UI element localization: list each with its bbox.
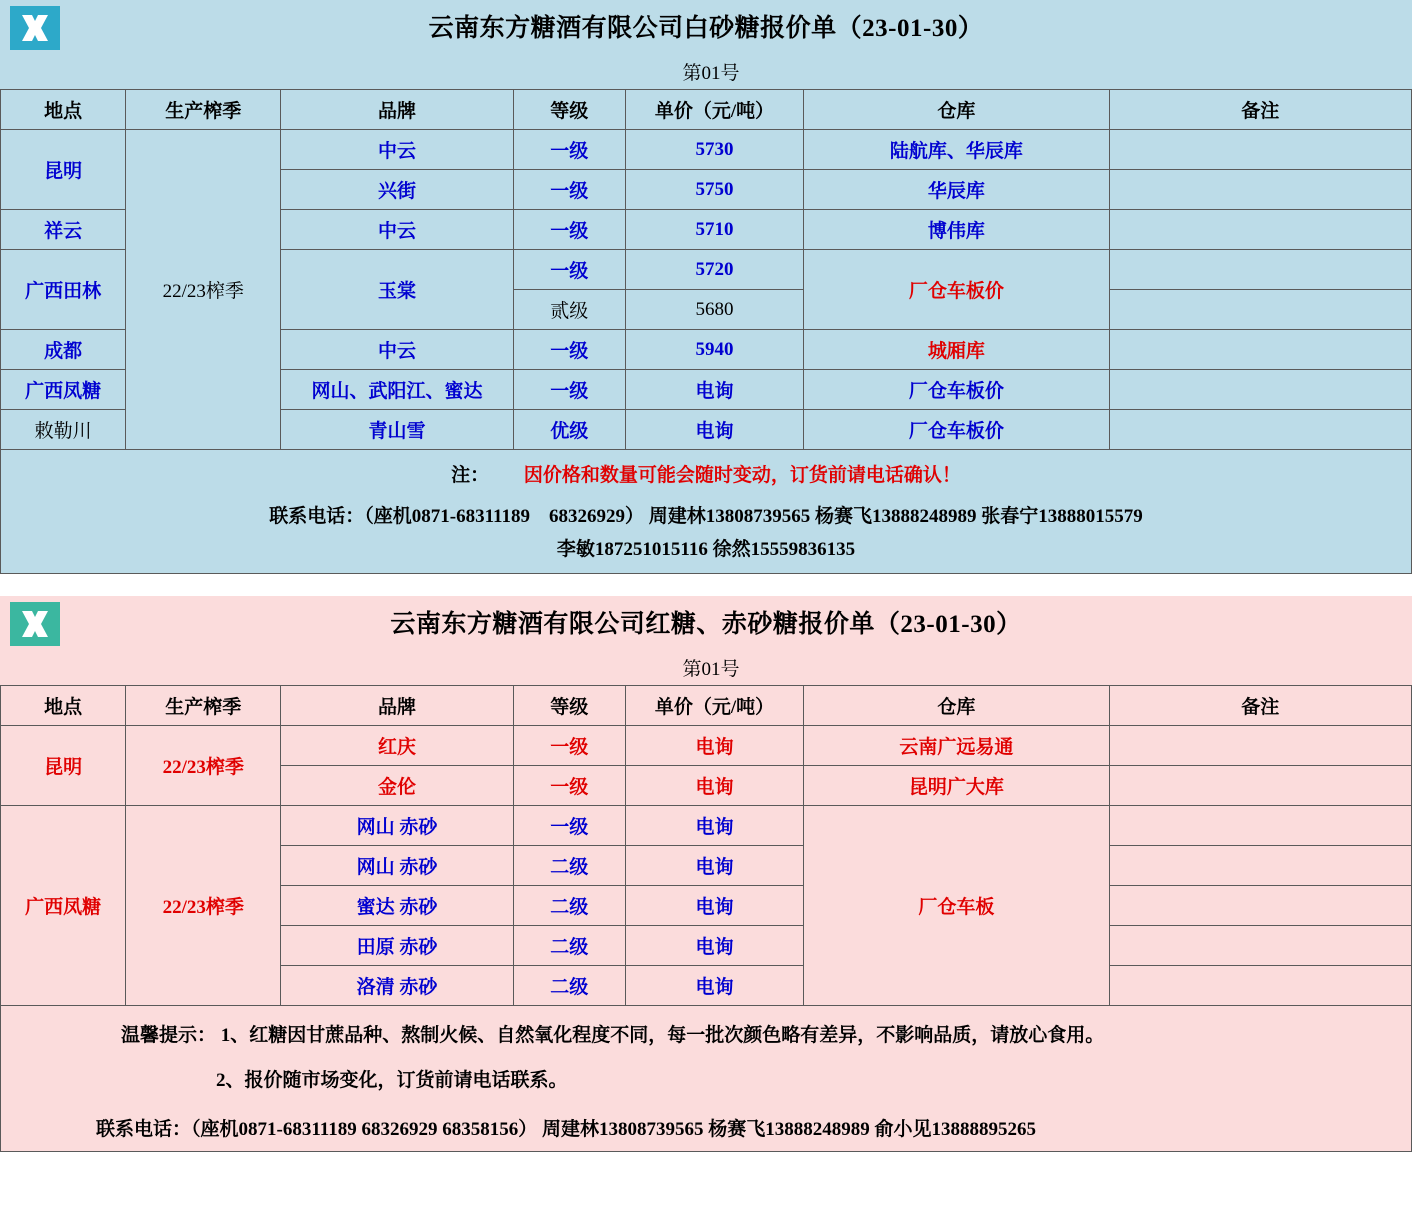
cell-price: 电询 (625, 766, 803, 806)
cell-place: 广西凤糖 (1, 806, 126, 1006)
sheet-divider (0, 574, 1412, 596)
cell-price: 电询 (625, 886, 803, 926)
col-header-warehouse: 仓库 (804, 90, 1109, 130)
table-row (1, 806, 1412, 846)
cell-grade: 二级 (513, 886, 625, 926)
cell-warehouse: 厂仓车板价 (804, 410, 1109, 450)
cell-remark (1109, 170, 1411, 210)
col-header-season: 生产榨季 (126, 686, 281, 726)
col-header-warehouse: 仓库 (804, 686, 1109, 726)
cell-place: 昆明 (1, 130, 126, 210)
cell-grade: 一级 (513, 130, 625, 170)
note-label: 注： (451, 465, 490, 486)
cell-place: 广西田林 (1, 250, 126, 330)
cell-warehouse: 厂仓车板价 (804, 370, 1109, 410)
cell-remark (1109, 330, 1411, 370)
contact-line-1: 联系电话：（座机0871-68311189 68326929 68358156） 周建林13808739565 杨赛飞13888248989 俞小见13888895265 (96, 1119, 1036, 1140)
brown-sugar-quotation-sheet (0, 596, 1412, 1152)
contact-line-2: 李敏187251015116 徐然15559836135 (556, 539, 856, 560)
cell-grade: 二级 (513, 926, 625, 966)
cell-place: 广西凤糖 (1, 370, 126, 410)
cell-season: 22/23榨季 (126, 726, 281, 806)
cell-brand: 田原 赤砂 (281, 926, 513, 966)
sheet2-tips-block (0, 1006, 1412, 1152)
cell-warehouse: 城厢库 (804, 330, 1109, 370)
cell-warehouse: 博伟库 (804, 210, 1109, 250)
cell-grade: 一级 (513, 806, 625, 846)
cell-price: 5750 (625, 170, 803, 210)
cell-grade: 一级 (513, 250, 625, 290)
cell-remark (1109, 926, 1411, 966)
cell-warehouse: 厂仓车板 (804, 806, 1109, 1006)
col-header-remark: 备注 (1109, 686, 1411, 726)
company-logo-icon (10, 6, 60, 50)
cell-remark (1109, 290, 1411, 330)
cell-price: 电询 (625, 410, 803, 450)
cell-grade: 一级 (513, 766, 625, 806)
cell-warehouse: 厂仓车板价 (804, 250, 1109, 330)
cell-price: 电询 (625, 370, 803, 410)
col-header-grade: 等级 (513, 90, 625, 130)
white-sugar-quotation-sheet (0, 0, 1412, 574)
table-row (1, 726, 1412, 766)
document-number: 第01号 (682, 659, 740, 680)
cell-grade: 一级 (513, 170, 625, 210)
cell-brand: 网山、武阳江、蜜达 (281, 370, 513, 410)
cell-grade: 一级 (513, 370, 625, 410)
cell-price: 电询 (625, 966, 803, 1006)
cell-brand: 网山 赤砂 (281, 846, 513, 886)
table-header-row (1, 686, 1412, 726)
cell-brand: 中云 (281, 210, 513, 250)
cell-price: 电询 (625, 846, 803, 886)
note-warning: 因价格和数量可能会随时变动，订货前请电话确认！ (523, 465, 961, 486)
cell-brand: 洛清 赤砂 (281, 966, 513, 1006)
sheet1-note-block (0, 450, 1412, 574)
cell-warehouse: 华辰库 (804, 170, 1109, 210)
cell-remark (1109, 966, 1411, 1006)
cell-brand: 中云 (281, 130, 513, 170)
tip-line-2: 2、报价随市场变化，订货前请电话联系。 (216, 1070, 568, 1091)
cell-brand: 玉棠 (281, 250, 513, 330)
col-header-price: 单价（元/吨） (625, 90, 803, 130)
page-title: 云南东方糖酒有限公司红糖、赤砂糖报价单（23-01-30） (390, 611, 1022, 638)
cell-grade: 一级 (513, 726, 625, 766)
cell-remark (1109, 806, 1411, 846)
cell-remark (1109, 250, 1411, 290)
page-title: 云南东方糖酒有限公司白砂糖报价单（23-01-30） (428, 15, 984, 42)
cell-price: 5720 (625, 250, 803, 290)
cell-grade: 一级 (513, 330, 625, 370)
cell-grade: 二级 (513, 846, 625, 886)
document-number: 第01号 (682, 63, 740, 84)
cell-warehouse: 陆航库、华辰库 (804, 130, 1109, 170)
col-header-place: 地点 (1, 90, 126, 130)
cell-remark (1109, 410, 1411, 450)
cell-price: 5710 (625, 210, 803, 250)
cell-brand: 蜜达 赤砂 (281, 886, 513, 926)
sheet1-titlebar (0, 0, 1412, 58)
cell-remark (1109, 766, 1411, 806)
cell-grade: 二级 (513, 966, 625, 1006)
cell-grade: 一级 (513, 210, 625, 250)
col-header-remark: 备注 (1109, 90, 1411, 130)
col-header-brand: 品牌 (281, 686, 513, 726)
cell-brand: 兴街 (281, 170, 513, 210)
tip-line-1: 温馨提示： 1、红糖因甘蔗品种、熬制火候、自然氧化程度不同，每一批次颜色略有差异，不影响品质，请放心食用。 (121, 1025, 1105, 1046)
col-header-grade: 等级 (513, 686, 625, 726)
cell-remark (1109, 130, 1411, 170)
cell-price: 电询 (625, 726, 803, 766)
cell-remark (1109, 886, 1411, 926)
cell-remark (1109, 210, 1411, 250)
col-header-place: 地点 (1, 686, 126, 726)
cell-price: 5730 (625, 130, 803, 170)
col-header-price: 单价（元/吨） (625, 686, 803, 726)
cell-price: 5940 (625, 330, 803, 370)
cell-brand: 红庆 (281, 726, 513, 766)
company-logo-icon (10, 602, 60, 646)
cell-brand: 中云 (281, 330, 513, 370)
cell-brand: 金伦 (281, 766, 513, 806)
white-sugar-price-table (0, 89, 1412, 450)
cell-price: 电询 (625, 806, 803, 846)
cell-place: 成都 (1, 330, 126, 370)
contact-line-1: 联系电话：（座机0871-68311189 68326929） 周建林13808739565 杨赛飞13888248989 张春宁13888015579 (269, 506, 1143, 527)
cell-warehouse: 云南广远易通 (804, 726, 1109, 766)
cell-grade: 贰级 (513, 290, 625, 330)
table-header-row (1, 90, 1412, 130)
cell-remark (1109, 726, 1411, 766)
cell-place: 昆明 (1, 726, 126, 806)
cell-season: 22/23榨季 (126, 130, 281, 450)
cell-brand: 网山 赤砂 (281, 806, 513, 846)
cell-remark (1109, 846, 1411, 886)
cell-remark (1109, 370, 1411, 410)
brown-sugar-price-table (0, 685, 1412, 1006)
col-header-brand: 品牌 (281, 90, 513, 130)
cell-grade: 优级 (513, 410, 625, 450)
cell-brand: 青山雪 (281, 410, 513, 450)
sheet2-titlebar (0, 596, 1412, 654)
cell-price: 电询 (625, 926, 803, 966)
cell-warehouse: 昆明广大库 (804, 766, 1109, 806)
cell-place: 祥云 (1, 210, 126, 250)
cell-price: 5680 (625, 290, 803, 330)
cell-season: 22/23榨季 (126, 806, 281, 1006)
col-header-season: 生产榨季 (126, 90, 281, 130)
table-row (1, 130, 1412, 170)
cell-place: 敕勒川 (1, 410, 126, 450)
